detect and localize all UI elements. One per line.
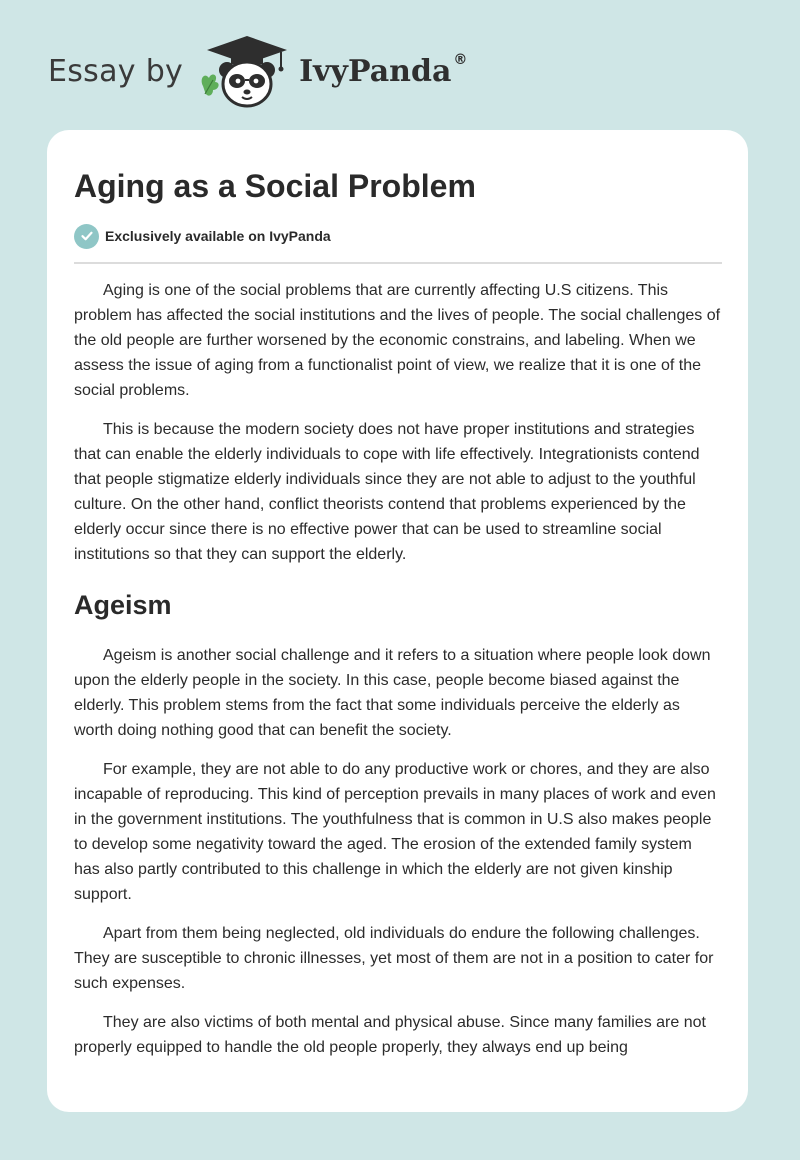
paragraph: Aging is one of the social problems that are currently affecting U.S citizens. This problem has affected the social institutions and the lives of people. The social challenges of the old people are further worsened by the economic constrains, and labeling. When we assess the issue of aging from a functionalist point of view, we realize that it is one of the social problems. xyxy=(74,282,721,399)
exclusive-badge-label: Exclusively available on IvyPanda xyxy=(105,228,331,244)
registered-mark: ® xyxy=(453,52,468,68)
paragraph: They are also victims of both mental and physical abuse. Since many families are not properly equipped to handle the old people properly, they always end up being xyxy=(74,1014,706,1056)
paragraph: Apart from them being neglected, old individuals do endure the following challenges. They are susceptible to chronic illnesses, yet most of them are not in a position to cater for such expenses. xyxy=(74,925,714,992)
brand-name-text: IvyPanda xyxy=(299,54,452,89)
page-title: Aging as a Social Problem xyxy=(74,168,476,204)
exclusive-badge xyxy=(74,222,722,250)
check-icon xyxy=(74,224,99,249)
brand-name xyxy=(299,52,468,89)
brand-header xyxy=(48,34,467,110)
section-heading: Ageism xyxy=(74,590,172,620)
divider xyxy=(74,262,722,264)
paragraph: For example, they are not able to do any productive work or chores, and they are also incapable of reproducing. This kind of perception prevails in many places of work and even in the government institutions. The youthfulness that is common in U.S also makes people to develop some negativity toward the aged. The erosion of the extended family system has also partly contributed to this challenge in which the elderly are not given kinship support. xyxy=(74,761,716,903)
essay-card xyxy=(47,130,748,1112)
paragraph: This is because the modern society does not have proper institutions and strategies that can enable the elderly individuals to cope with life effectively. Integrationists contend that people stigmatize elderly individuals since they are not able to adjust to the youthful culture. On the other hand, conflict theorists contend that problems experienced by the elderly occur since there is no effective power that can be used to streamline social institutions so that they can support the elderly. xyxy=(74,421,700,563)
panda-logo-icon xyxy=(197,34,293,110)
paragraph: Ageism is another social challenge and it refers to a situation where people look down upon the elderly people in the society. In this case, people become biased against the elderly. This problem stems from the fact that some individuals perceive the elderly as worth doing nothing good that can benefit the society. xyxy=(74,647,711,739)
brand-prefix: Essay by xyxy=(48,54,184,89)
